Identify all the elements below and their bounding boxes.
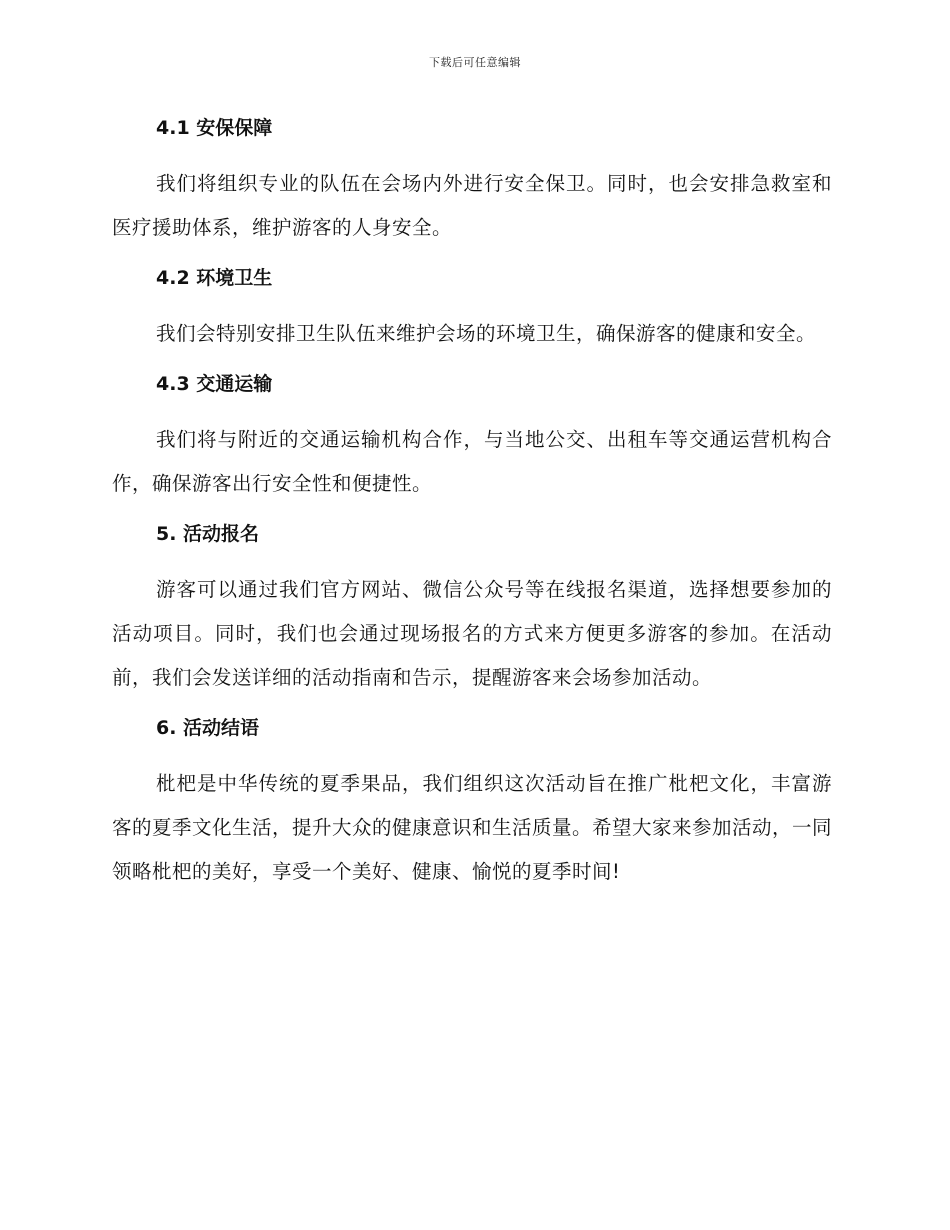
section-paragraph: 枇杷是中华传统的夏季果品，我们组织这次活动旨在推广枇杷文化，丰富游客的夏季文化生活，提升大众的健康意识和生活质量。希望大家来参加活动，一同领略枇杷的美好，享受一个美好、健康、愉悦的夏季时间!: [112, 772, 833, 883]
section-heading: 4.1 安保保障: [156, 117, 273, 139]
section-heading: 4.3 交通运输: [156, 373, 273, 395]
section-paragraph: 我们将组织专业的队伍在会场内外进行安全保卫。同时，也会安排急救室和医疗援助体系，维护游客的人身安全。: [112, 172, 832, 239]
section-transportation: [112, 368, 832, 506]
section-security: [112, 112, 832, 250]
section-heading: 5. 活动报名: [156, 523, 260, 545]
section-heading: 6. 活动结语: [156, 717, 260, 739]
section-paragraph: 我们将与附近的交通运输机构合作，与当地公交、出租车等交通运营机构合作，确保游客出行安全性和便捷性。: [112, 428, 832, 495]
section-conclusion: [112, 712, 832, 894]
page-header-note: 下载后可任意编辑: [429, 56, 521, 69]
document-body: [112, 112, 832, 906]
section-sanitation: [112, 262, 832, 356]
section-paragraph: 游客可以通过我们官方网站、微信公众号等在线报名渠道，选择想要参加的活动项目。同时，我们也会通过现场报名的方式来方便更多游客的参加。在活动前，我们会发送详细的活动指南和告示，提醒游客来会场参加活动。: [112, 578, 832, 689]
section-registration: [112, 518, 832, 700]
section-heading: 4.2 环境卫生: [156, 267, 273, 289]
section-paragraph: 我们会特别安排卫生队伍来维护会场的环境卫生，确保游客的健康和安全。: [156, 322, 817, 345]
